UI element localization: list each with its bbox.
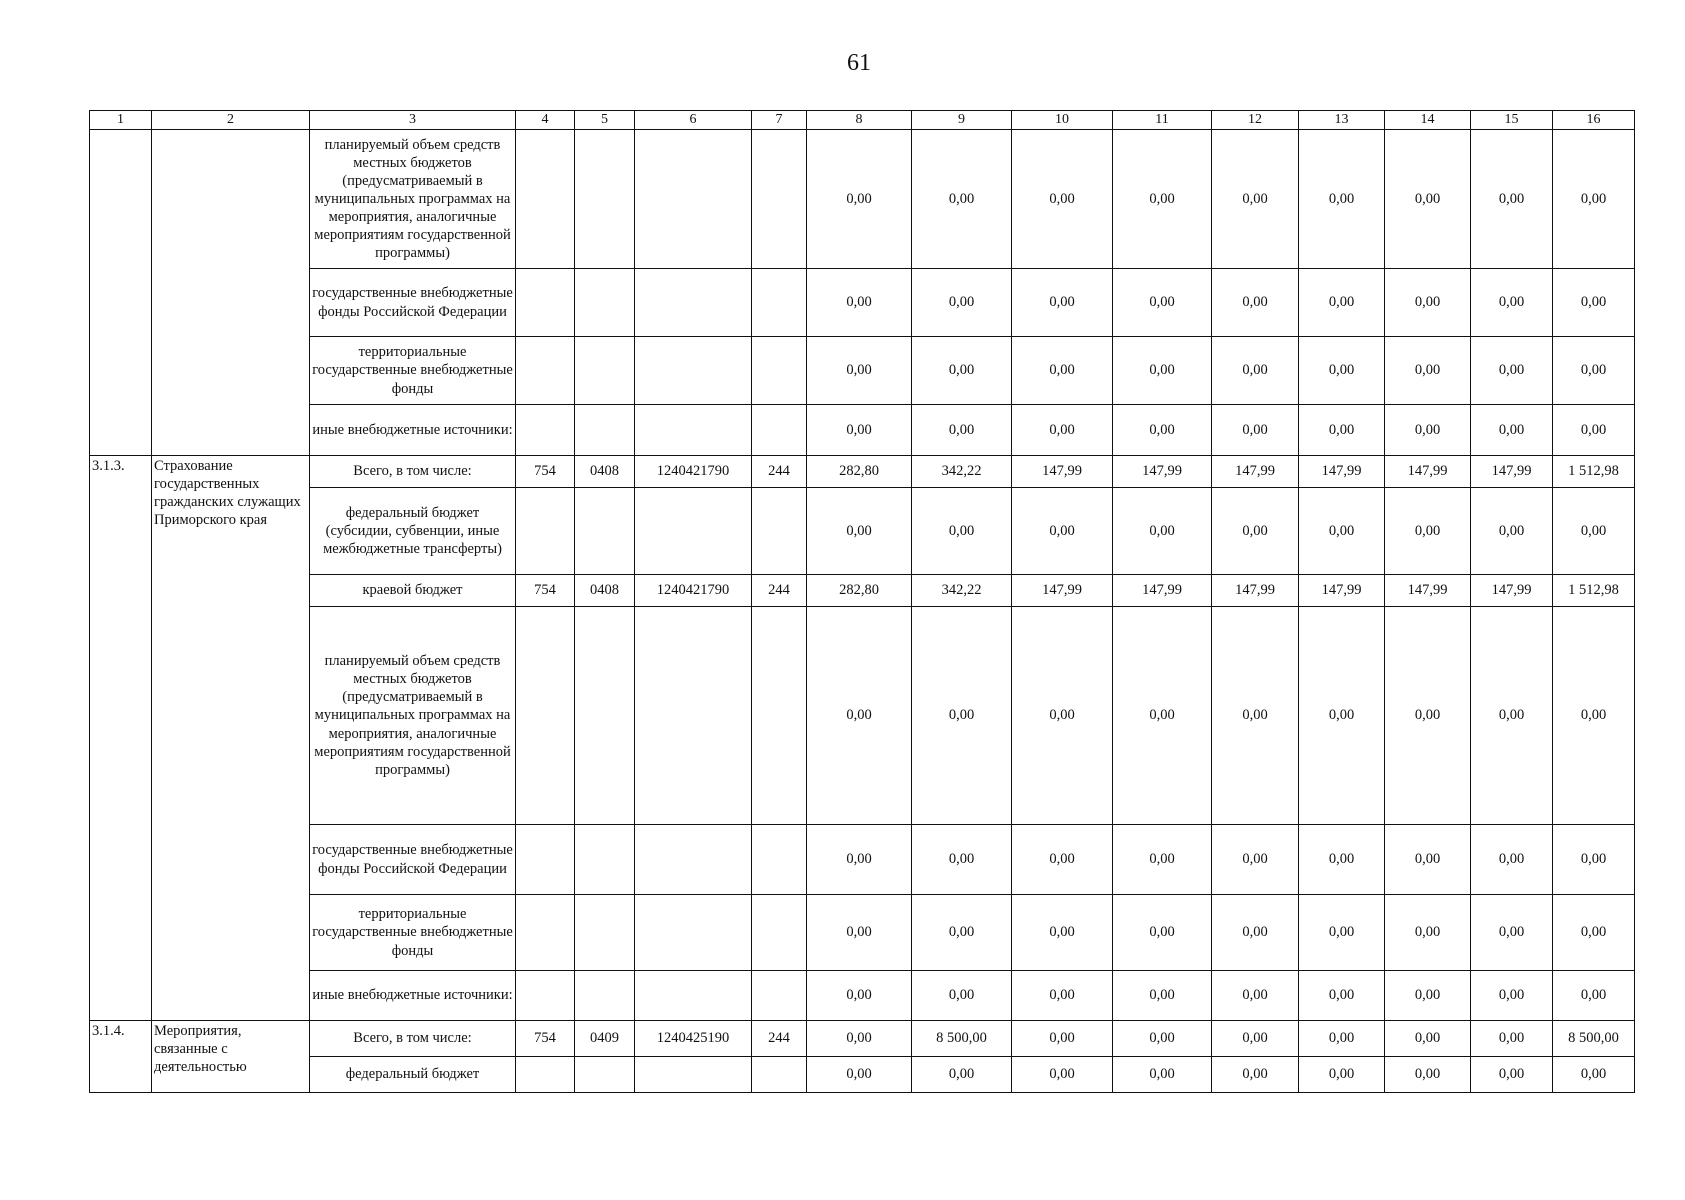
amount-cell: 0,00 [1113,607,1212,825]
budget-code-cell [635,488,752,575]
budget-code-cell: 0408 [575,575,635,607]
amount-cell: 0,00 [1553,607,1635,825]
budget-code-cell [635,825,752,895]
budget-code-cell [575,607,635,825]
amount-cell: 0,00 [1113,1057,1212,1093]
funding-source-cell: территориальные государственные внебюджетные фонды [310,895,516,971]
amount-cell: 147,99 [1299,575,1385,607]
amount-cell: 0,00 [1212,488,1299,575]
amount-cell: 0,00 [1471,405,1553,456]
amount-cell: 0,00 [1553,269,1635,337]
budget-code-cell [752,825,807,895]
amount-cell: 0,00 [1212,607,1299,825]
amount-cell: 0,00 [1553,405,1635,456]
amount-cell: 0,00 [1553,1057,1635,1093]
budget-code-cell: 0408 [575,456,635,488]
amount-cell: 0,00 [1385,971,1471,1021]
amount-cell: 0,00 [1385,1021,1471,1057]
column-header: 2 [152,111,310,130]
amount-cell: 0,00 [1012,269,1113,337]
column-header: 8 [807,111,912,130]
funding-source-cell: федеральный бюджет [310,1057,516,1093]
budget-code-cell [635,269,752,337]
activity-name-cell: Страхование государственных гражданских служащих Приморского края [152,456,310,1021]
amount-cell: 282,80 [807,456,912,488]
amount-cell: 0,00 [1471,895,1553,971]
budget-table [89,110,1635,1093]
budget-code-cell [752,971,807,1021]
amount-cell: 0,00 [1471,825,1553,895]
funding-source-cell: государственные внебюджетные фонды Российской Федерации [310,825,516,895]
amount-cell: 147,99 [1113,575,1212,607]
table-row [90,1021,1635,1057]
budget-code-cell [752,130,807,269]
amount-cell: 0,00 [1299,488,1385,575]
amount-cell: 0,00 [1299,1021,1385,1057]
amount-cell: 147,99 [1385,456,1471,488]
amount-cell: 0,00 [1299,1057,1385,1093]
amount-cell: 0,00 [1012,405,1113,456]
amount-cell: 0,00 [1012,1021,1113,1057]
amount-cell: 0,00 [1113,1021,1212,1057]
column-header: 13 [1299,111,1385,130]
amount-cell: 0,00 [1553,971,1635,1021]
amount-cell: 0,00 [1471,607,1553,825]
amount-cell: 0,00 [1212,337,1299,405]
amount-cell: 0,00 [1471,1057,1553,1093]
amount-cell: 282,80 [807,575,912,607]
column-header: 14 [1385,111,1471,130]
budget-code-cell: 244 [752,1021,807,1057]
amount-cell: 0,00 [1471,269,1553,337]
amount-cell: 0,00 [912,405,1012,456]
funding-source-cell: Всего, в том числе: [310,456,516,488]
amount-cell: 147,99 [1471,575,1553,607]
activity-code-cell [90,130,152,456]
amount-cell: 0,00 [1212,130,1299,269]
amount-cell: 0,00 [1299,607,1385,825]
activity-code-cell: 3.1.3. [90,456,152,1021]
funding-source-cell: территориальные государственные внебюджетные фонды [310,337,516,405]
page-number: 61 [847,50,871,76]
column-number-row [90,111,1635,130]
amount-cell: 147,99 [1012,575,1113,607]
amount-cell: 0,00 [1385,405,1471,456]
column-header: 4 [516,111,575,130]
amount-cell: 147,99 [1212,456,1299,488]
budget-code-cell [752,405,807,456]
amount-cell: 0,00 [1113,895,1212,971]
amount-cell: 8 500,00 [1553,1021,1635,1057]
amount-cell: 0,00 [912,895,1012,971]
budget-code-cell [575,1057,635,1093]
amount-cell: 0,00 [1385,825,1471,895]
amount-cell: 0,00 [1385,895,1471,971]
table-row [90,1057,1635,1093]
funding-source-cell: краевой бюджет [310,575,516,607]
funding-source-cell: планируемый объем средств местных бюджетов (предусматриваемый в муниципальных программах на мероприятия, аналогичные мероприятиям государственной программы) [310,130,516,269]
budget-code-cell [516,405,575,456]
amount-cell: 0,00 [1113,825,1212,895]
amount-cell: 147,99 [1212,575,1299,607]
budget-code-cell [516,337,575,405]
amount-cell: 0,00 [1299,405,1385,456]
column-header: 9 [912,111,1012,130]
amount-cell: 0,00 [807,337,912,405]
budget-code-cell [575,825,635,895]
amount-cell: 0,00 [1553,825,1635,895]
column-header: 1 [90,111,152,130]
column-header: 6 [635,111,752,130]
budget-code-cell [635,405,752,456]
amount-cell: 0,00 [1113,269,1212,337]
budget-code-cell: 754 [516,575,575,607]
budget-code-cell: 244 [752,575,807,607]
amount-cell: 0,00 [1113,971,1212,1021]
amount-cell: 0,00 [1553,488,1635,575]
funding-source-cell: федеральный бюджет (субсидии, субвенции, иные межбюджетные трансферты) [310,488,516,575]
budget-code-cell [575,269,635,337]
amount-cell: 0,00 [1471,971,1553,1021]
amount-cell: 0,00 [1299,130,1385,269]
budget-code-cell [575,895,635,971]
budget-code-cell [635,130,752,269]
budget-code-cell [752,337,807,405]
table-row [90,825,1635,895]
budget-code-cell [575,488,635,575]
column-header: 12 [1212,111,1299,130]
amount-cell: 0,00 [912,130,1012,269]
budget-code-cell [635,337,752,405]
budget-code-cell [516,971,575,1021]
table-row [90,405,1635,456]
amount-cell: 0,00 [1471,130,1553,269]
amount-cell: 0,00 [1113,130,1212,269]
amount-cell: 0,00 [807,825,912,895]
column-header: 3 [310,111,516,130]
budget-code-cell [752,269,807,337]
budget-code-cell [575,337,635,405]
amount-cell: 0,00 [1553,130,1635,269]
amount-cell: 0,00 [912,825,1012,895]
amount-cell: 342,22 [912,575,1012,607]
amount-cell: 0,00 [1385,337,1471,405]
amount-cell: 0,00 [1385,488,1471,575]
budget-code-cell [752,895,807,971]
amount-cell: 0,00 [1212,405,1299,456]
budget-code-cell [516,130,575,269]
amount-cell: 0,00 [1299,337,1385,405]
activity-code-cell: 3.1.4. [90,1021,152,1093]
funding-source-cell: государственные внебюджетные фонды Российской Федерации [310,269,516,337]
amount-cell: 0,00 [1012,130,1113,269]
budget-code-cell [575,971,635,1021]
column-header: 11 [1113,111,1212,130]
amount-cell: 147,99 [1012,456,1113,488]
amount-cell: 0,00 [1113,405,1212,456]
amount-cell: 0,00 [1113,488,1212,575]
table-row [90,269,1635,337]
activity-name-cell [152,130,310,456]
column-header: 15 [1471,111,1553,130]
budget-code-cell: 1240421790 [635,456,752,488]
amount-cell: 0,00 [807,1021,912,1057]
amount-cell: 0,00 [1299,269,1385,337]
amount-cell: 1 512,98 [1553,456,1635,488]
funding-source-cell: планируемый объем средств местных бюджетов (предусматриваемый в муниципальных программах на мероприятия, аналогичные мероприятиям государственной программы) [310,607,516,825]
amount-cell: 0,00 [1385,269,1471,337]
amount-cell: 0,00 [1212,1057,1299,1093]
amount-cell: 147,99 [1471,456,1553,488]
amount-cell: 0,00 [807,1057,912,1093]
amount-cell: 0,00 [1212,825,1299,895]
amount-cell: 0,00 [912,269,1012,337]
budget-code-cell [752,488,807,575]
activity-name-cell: Мероприятия, связанные с деятельностью [152,1021,310,1093]
table-row [90,607,1635,825]
amount-cell: 0,00 [807,130,912,269]
amount-cell: 0,00 [1212,971,1299,1021]
amount-cell: 0,00 [1553,895,1635,971]
amount-cell: 0,00 [1012,895,1113,971]
funding-source-cell: Всего, в том числе: [310,1021,516,1057]
table-row [90,488,1635,575]
amount-cell: 0,00 [807,488,912,575]
budget-code-cell: 244 [752,456,807,488]
amount-cell: 0,00 [912,1057,1012,1093]
budget-code-cell [516,269,575,337]
amount-cell: 0,00 [912,337,1012,405]
column-header: 16 [1553,111,1635,130]
budget-code-cell: 754 [516,456,575,488]
table-row [90,456,1635,488]
table-row [90,130,1635,269]
amount-cell: 0,00 [1385,130,1471,269]
amount-cell: 0,00 [1113,337,1212,405]
amount-cell: 0,00 [1012,607,1113,825]
budget-code-cell [516,607,575,825]
budget-code-cell: 754 [516,1021,575,1057]
amount-cell: 0,00 [1299,825,1385,895]
table-row [90,895,1635,971]
amount-cell: 0,00 [807,607,912,825]
amount-cell: 0,00 [1012,488,1113,575]
funding-source-cell: иные внебюджетные источники: [310,405,516,456]
amount-cell: 0,00 [807,971,912,1021]
amount-cell: 0,00 [912,607,1012,825]
column-header: 5 [575,111,635,130]
amount-cell: 0,00 [1012,825,1113,895]
budget-code-cell [575,130,635,269]
budget-code-cell [516,895,575,971]
budget-code-cell [752,607,807,825]
budget-code-cell [752,1057,807,1093]
column-header: 7 [752,111,807,130]
amount-cell: 0,00 [912,971,1012,1021]
amount-cell: 0,00 [1212,1021,1299,1057]
amount-cell: 0,00 [1471,488,1553,575]
amount-cell: 0,00 [1385,607,1471,825]
budget-code-cell [635,1057,752,1093]
amount-cell: 0,00 [807,405,912,456]
amount-cell: 0,00 [1471,337,1553,405]
amount-cell: 0,00 [807,895,912,971]
amount-cell: 0,00 [1471,1021,1553,1057]
budget-code-cell [635,607,752,825]
amount-cell: 147,99 [1385,575,1471,607]
budget-code-cell [635,895,752,971]
amount-cell: 147,99 [1299,456,1385,488]
budget-code-cell [516,825,575,895]
amount-cell: 0,00 [1012,1057,1113,1093]
amount-cell: 0,00 [1012,971,1113,1021]
amount-cell: 1 512,98 [1553,575,1635,607]
funding-source-cell: иные внебюджетные источники: [310,971,516,1021]
amount-cell: 0,00 [1553,337,1635,405]
amount-cell: 0,00 [1012,337,1113,405]
budget-code-cell [516,488,575,575]
budget-code-cell: 0409 [575,1021,635,1057]
amount-cell: 0,00 [1385,1057,1471,1093]
amount-cell: 147,99 [1113,456,1212,488]
amount-cell: 0,00 [807,269,912,337]
budget-code-cell: 1240421790 [635,575,752,607]
amount-cell: 342,22 [912,456,1012,488]
amount-cell: 0,00 [1299,895,1385,971]
amount-cell: 0,00 [1299,971,1385,1021]
table-row [90,337,1635,405]
budget-code-cell [635,971,752,1021]
column-header: 10 [1012,111,1113,130]
amount-cell: 0,00 [1212,269,1299,337]
amount-cell: 0,00 [912,488,1012,575]
amount-cell: 8 500,00 [912,1021,1012,1057]
budget-code-cell: 1240425190 [635,1021,752,1057]
table-row [90,575,1635,607]
table-row [90,971,1635,1021]
amount-cell: 0,00 [1212,895,1299,971]
budget-code-cell [516,1057,575,1093]
budget-code-cell [575,405,635,456]
